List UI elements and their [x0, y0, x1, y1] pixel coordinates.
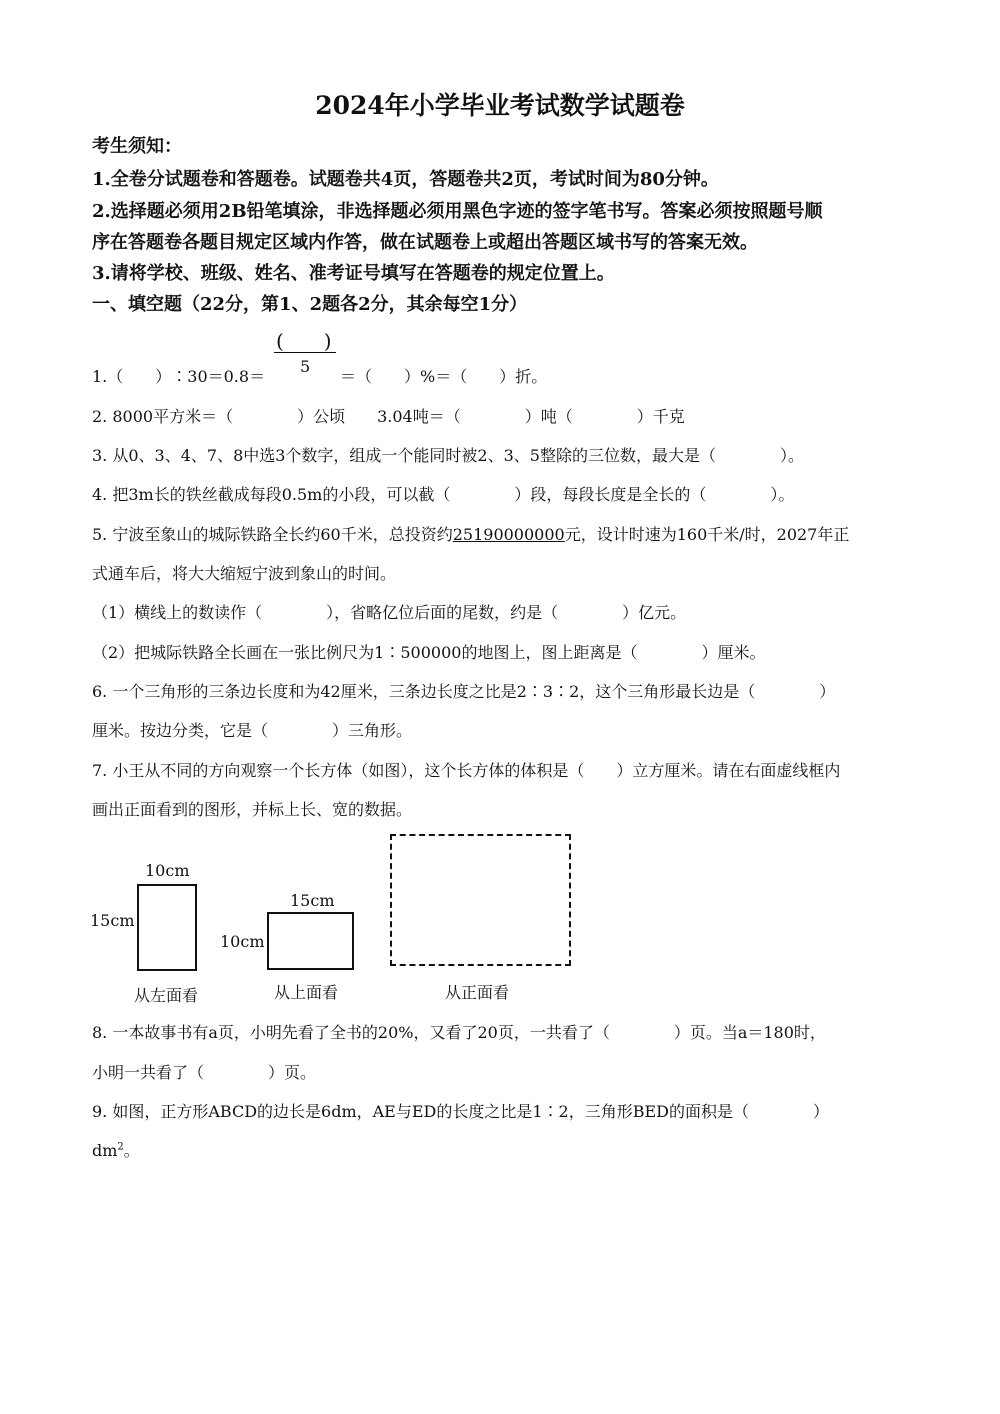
page-title: 2024年小学毕业考试数学试题卷	[315, 91, 685, 120]
section-1-heading: 一、填空题（22分，第1、2题各2分，其余每空1分）	[92, 294, 528, 315]
q1-left-text: 1.（ ）∶30＝0.8＝	[92, 367, 266, 386]
top-view-width-label: 10cm	[220, 932, 265, 951]
q6-line-2: 厘米。按边分类，它是（ ）三角形。	[92, 721, 413, 740]
q9-unit: dm	[92, 1141, 118, 1160]
q5-underlined-number: 25190000000	[452, 525, 565, 544]
q2-text: 2. 8000平方米＝（ ）公顷 3.04吨＝（ ）吨（ ）千克	[92, 407, 685, 426]
notice-item-1: 1.全卷分试题卷和答题卷。试题卷共4页，答题卷共2页，考试时间为80分钟。	[92, 169, 719, 190]
q5-line-1-pre: 5. 宁波至象山的城际铁路全长约60千米，总投资约	[92, 525, 453, 544]
q7-line-1: 7. 小王从不同的方向观察一个长方体（如图），这个长方体的体积是（ ）立方厘米。请在右面虚线框内	[92, 761, 841, 780]
notice-item-2-line-2: 序在答题卷各题目规定区域内作答，做在试题卷上或超出答题区域书写的答案无效。	[92, 232, 758, 253]
top-view-length-label: 15cm	[290, 891, 335, 910]
left-view-height-label: 15cm	[90, 911, 135, 930]
q9-unit-exponent: 2	[117, 1141, 124, 1153]
q9-line-2	[92, 1138, 140, 1161]
q6-line-1: 6. 一个三角形的三条边长度和为42厘米，三条边长度之比是2∶3∶2，这个三角形最长边是（ ）	[92, 682, 836, 701]
top-view-rectangle	[267, 912, 354, 970]
front-view-dashed-box[interactable]	[390, 834, 571, 966]
q1-fraction-numerator: ( )	[276, 329, 332, 353]
left-view-rectangle	[137, 884, 197, 971]
q9-line-1: 9. 如图，正方形ABCD的边长是6dm，AE与ED的长度之比是1∶2，三角形BED的面积是（ ）	[92, 1102, 829, 1121]
notice-heading: 考生须知：	[92, 136, 182, 157]
q8-line-2: 小明一共看了（ ）页。	[92, 1063, 317, 1082]
q1-right-text: ＝（ ）%＝（ ）折。	[340, 367, 548, 386]
left-view-caption: 从左面看	[134, 986, 199, 1005]
left-view-width-label: 10cm	[145, 861, 190, 880]
q8-line-1: 8. 一本故事书有a页，小明先看了全书的20%，又看了20页，一共看了（ ）页。当a＝180时，	[92, 1023, 826, 1042]
q5-line-1	[92, 522, 849, 545]
q5-sub-1: （1）横线上的数读作（ ），省略亿位后面的尾数，约是（ ）亿元。	[92, 603, 687, 622]
notice-item-2-line-1: 2.选择题必须用2B铅笔填涂，非选择题必须用黑色字迹的签字笔书写。答案必须按照题号顺	[92, 201, 823, 222]
q4-text: 4. 把3m长的铁丝截成每段0.5m的小段，可以截（ ）段，每段长度是全长的（ ）。	[92, 485, 795, 504]
front-view-caption: 从正面看	[445, 983, 510, 1002]
q7-line-2: 画出正面看到的图形，并标上长、宽的数据。	[92, 800, 413, 819]
q1-fraction-bar	[274, 352, 336, 353]
q1-fraction-denominator: 5	[300, 357, 311, 376]
q3-text: 3. 从0、3、4、7、8中选3个数字，组成一个能同时被2、3、5整除的三位数，最大是（ ）。	[92, 446, 804, 465]
notice-item-3: 3.请将学校、班级、姓名、准考证号填写在答题卷的规定位置上。	[92, 263, 615, 284]
q5-line-2: 式通车后，将大大缩短宁波到象山的时间。	[92, 564, 397, 583]
q9-end: 。	[123, 1141, 140, 1160]
q5-line-1-post: 元，设计时速为160千米/时，2027年正	[564, 525, 850, 544]
q5-sub-2: （2）把城际铁路全长画在一张比例尺为1∶500000的地图上，图上距离是（ ）厘米。	[92, 643, 766, 662]
top-view-caption: 从上面看	[274, 983, 339, 1002]
